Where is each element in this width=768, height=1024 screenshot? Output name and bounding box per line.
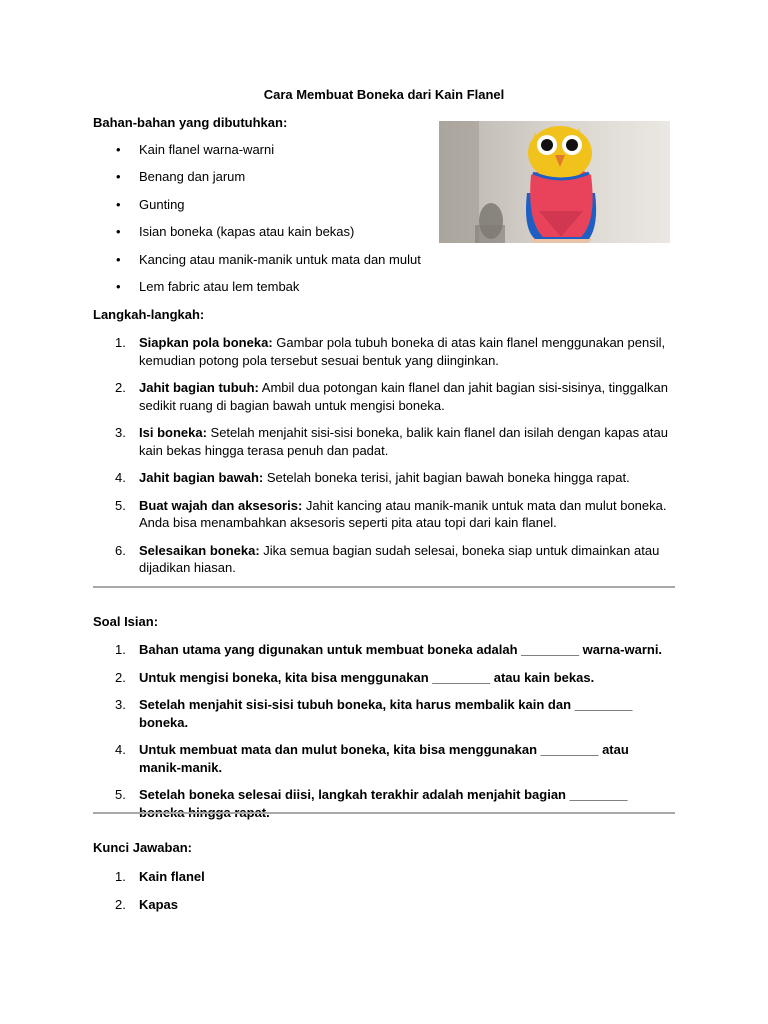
quiz-list [93,641,673,821]
step-label: Jahit bagian tubuh: [139,380,259,395]
list-item [93,741,673,776]
step-label: Jahit bagian bawah: [139,470,264,485]
list-item [93,896,673,914]
steps-heading: Langkah-langkah: [93,307,205,322]
quiz-question: Bahan utama yang digunakan untuk membuat boneka adalah ________ warna-warni. [139,642,663,657]
list-item [93,542,673,577]
flannel-owl-doll-photo [439,121,670,243]
list-number: 1. [115,335,126,350]
quiz-question: Setelah boneka selesai diisi, langkah terakhir adalah menjahit bagian ________ boneka hingga rapat. [139,787,628,820]
answers-heading: Kunci Jawaban: [93,840,192,855]
step-text: Gambar pola tubuh boneka di atas kain flanel menggunakan pensil, kemudian potong pola tersebut sesuai bentuk yang diinginkan. [139,335,666,368]
answer-text: Kapas [139,896,179,912]
quiz-heading: Soal Isian: [93,614,159,629]
list-item [93,334,673,369]
list-item [93,696,673,731]
list-item [93,424,673,459]
list-number: 6. [115,542,126,558]
list-number: 1. [115,642,126,657]
list-number: 1. [115,869,126,884]
answers-list [93,868,673,913]
section-divider [93,586,675,588]
quiz-question: Setelah menjahit sisi-sisi tubuh boneka, kita harus membalik kain dan ________ boneka. [139,697,633,730]
list-item [93,497,673,532]
step-label: Selesaikan boneka: [139,542,260,558]
step-text: Jahit kancing atau manik-manik untuk mata dan mulut boneka. Anda bisa menambahkan aksesoris seperti pita atau topi dari kain flanel. [139,497,667,530]
quiz-question: Untuk mengisi boneka, kita bisa menggunakan ________ atau kain bekas. [139,669,595,685]
materials-heading: Bahan-bahan yang dibutuhkan: [93,115,288,130]
step-text: Setelah menjahit sisi-sisi boneka, balik kain flanel dan isilah dengan kapas atau kain bekas hingga terasa penuh dan padat. [139,425,668,458]
list-item: • Lem fabric atau lem tembak [93,279,433,306]
list-number: 3. [115,697,126,712]
list-number: 4. [115,742,126,757]
step-text: Setelah boneka terisi, jahit bagian bawah boneka hingga rapat. [263,470,630,485]
section-divider [93,812,675,814]
step-label: Isi boneka: [139,425,207,440]
list-number: 2. [115,896,126,912]
list-number: 5. [115,497,126,513]
list-number: 4. [115,470,126,485]
list-number: 3. [115,425,126,440]
list-item: • Kancing atau manik-manik untuk mata dan mulut [93,252,433,279]
answer-text: Kain flanel [139,869,205,884]
list-item [93,469,673,487]
materials-list [93,142,433,306]
list-item [93,786,673,821]
list-item: • Isian boneka (kapas atau kain bekas) [93,224,433,251]
list-item [93,641,673,659]
step-label: Siapkan pola boneka: [139,335,273,350]
step-label: Buat wajah dan aksesoris: [139,497,303,513]
list-item: • Benang dan jarum [93,169,433,196]
list-item [93,868,673,886]
list-number: 2. [115,380,126,395]
list-number: 5. [115,787,126,802]
steps-list [93,334,673,577]
list-item: • Gunting [93,197,433,224]
list-number: 2. [115,669,126,685]
step-text: Jika semua bagian sudah selesai, boneka siap untuk dimainkan atau dijadikan hiasan. [139,542,660,575]
list-item [93,379,673,414]
list-item [93,669,673,687]
quiz-question: Untuk membuat mata dan mulut boneka, kita bisa menggunakan ________ atau manik-manik. [139,742,629,775]
list-item: • Kain flanel warna-warni [93,142,433,169]
step-text: Ambil dua potongan kain flanel dan jahit bagian sisi-sisinya, tinggalkan sedikit ruang di bagian bawah untuk mengisi boneka. [139,380,668,413]
document-title: Cara Membuat Boneka dari Kain Flanel [263,87,505,102]
